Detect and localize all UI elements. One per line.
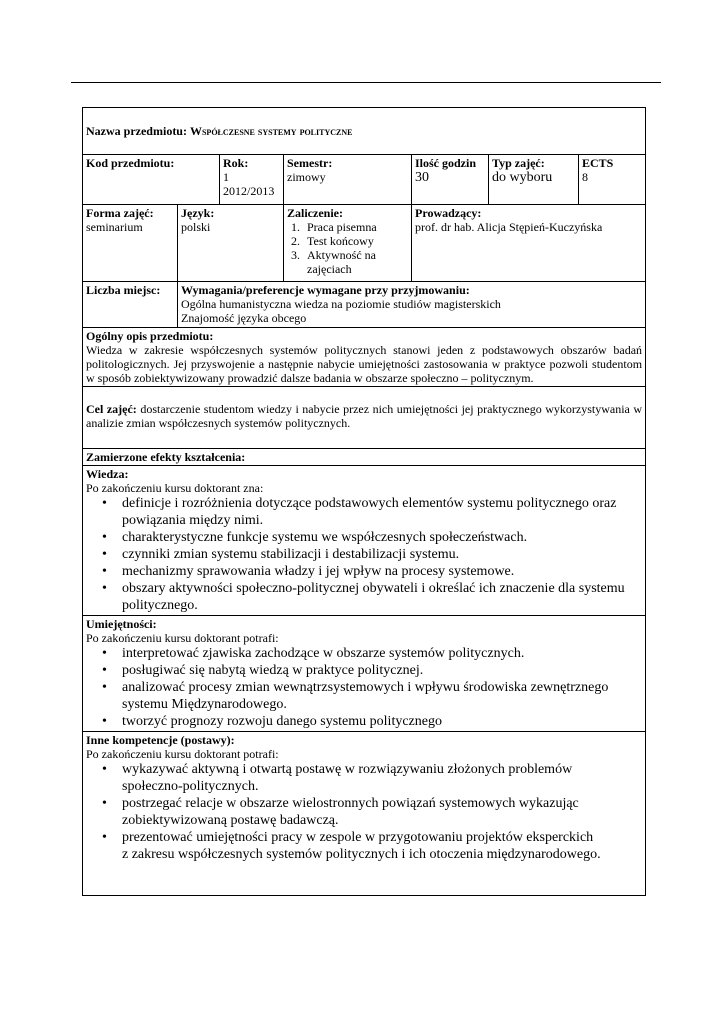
competences-cell [83,732,646,896]
description-cell [83,328,646,387]
hours-cell [412,155,489,205]
goal-paragraph [86,402,642,430]
goal-text: dostarczenie studentom wiedzy i nabycie przez nich umiejętności jej praktycznego wykorzystywania w analizie zmian współczesnych systemów politycznych. [86,402,643,430]
assessment-list [287,220,408,276]
hours-value: 30 [415,170,429,185]
skills-cell [83,616,646,732]
goal-cell [83,387,646,449]
requirements-line: Znajomość języka obcego [181,311,307,325]
ects-value: 8 [582,170,588,184]
language-cell [178,205,284,282]
list-item: • definicje i rozróżnienia dotyczące podstawowych elementów systemu politycznego oraz powiązania między nimi. [122,495,642,529]
list-item: • czynniki zmian systemu stabilizacji i destabilizacji systemu. [122,546,642,563]
language-value: polski [181,220,211,234]
requirements-cell [178,282,646,328]
course-code-label: Kod przedmiotu: [86,156,175,170]
list-item: • prezentować umiejętności pracy w zespole w przygotowaniu projektów eksperckich z zakresu współczesnych systemów politycznych i ich otoczenia międzynarodowego. [122,829,602,863]
places-cell [83,282,178,328]
assessment-item: 1. Praca pisemna [303,220,408,234]
list-item: • obszary aktywności społeczno-politycznej obywateli i określać ich znaczenie dla systemu politycznego. [122,580,642,614]
list-item: • charakterystyczne funkcje systemu we współczesnych społeczeństwach. [122,529,642,546]
semester-label: Semestr: [287,156,333,170]
class-form-cell [83,205,178,282]
class-type-label: Typ zajęć: [492,156,545,170]
list-item: • postrzegać relacje w obszarze wielostronnych powiązań systemowych wykazując zobiektywizowaną postawę badawczą. [122,795,602,829]
description-label: Ogólny opis przedmiotu: [86,329,214,343]
outcomes-label: Zamierzone efekty kształcenia: [86,450,246,464]
list-item: • wykazywać aktywną i otwartą postawę w rozwiązywaniu złożonych problemów społeczno-politycznych. [122,761,602,795]
hours-label: Ilość godzin [415,156,477,170]
requirements-label: Wymagania/preferencje wymagane przy przyjmowaniu: [181,283,470,297]
places-label: Liczba miejsc: [86,283,161,297]
class-form-label: Forma zajęć: [86,206,154,220]
assessment-item: 2. Test końcowy [303,234,408,248]
course-name-value: Współczesne systemy polityczne [189,124,353,138]
competences-label: Inne kompetencje (postawy): [86,733,235,747]
list-item: • interpretować zjawiska zachodzące w obszarze systemów politycznych. [122,645,642,662]
skills-intro: Po zakończeniu kursu doktorant potrafi: [86,631,279,645]
course-name-cell [83,108,646,155]
outcomes-cell [83,449,646,466]
class-type-value: do wyboru [492,170,553,185]
semester-cell [284,155,412,205]
goal-label: Cel zajęć: [86,402,137,416]
course-code-cell [83,155,220,205]
assessment-cell [284,205,412,282]
academic-year: 2012/2013 [223,184,275,198]
list-item: • posługiwać się nabytą wiedzą w praktyce politycznej. [122,662,642,679]
language-label: Język: [181,206,215,220]
year-cell [220,155,284,205]
knowledge-list [86,495,642,614]
competences-intro: Po zakończeniu kursu doktorant potrafi: [86,747,279,761]
requirements-line: Ogólna humanistyczna wiedza na poziomie studiów magisterskich [181,297,501,311]
skills-list [86,645,642,730]
description-text: Wiedza w zakresie współczesnych systemów politycznych stanowi jeden z podstawowych obszarów badań politologicznych. Jej przyswojenie a następnie nabycie umiejętności zastosowania w praktyce pozwoli studentom w sposób zobiektywizowany prowadzić dalsze badania w obszarze społeczno – politycznym. [86,343,643,385]
header-rule [71,82,661,83]
assessment-label: Zaliczenie: [287,206,343,220]
ects-label: ECTS [582,156,614,170]
list-item: • mechanizmy sprawowania władzy i jej wpływ na procesy systemowe. [122,563,642,580]
semester-value: zimowy [287,170,326,184]
knowledge-intro: Po zakończeniu kursu doktorant zna: [86,481,264,495]
class-form-value: seminarium [86,220,143,234]
ects-cell [579,155,646,205]
course-name-label: Nazwa przedmiotu: [86,124,187,138]
skills-label: Umiejętności: [86,617,157,631]
teacher-label: Prowadzący: [415,206,482,220]
assessment-item: 3. Aktywność na zajęciach [303,248,408,276]
course-sheet [82,107,645,896]
year-label: Rok: [223,156,249,170]
knowledge-cell [83,466,646,616]
year-value: 1 [223,170,229,184]
course-table [82,107,646,896]
knowledge-label: Wiedza: [86,467,129,481]
list-item: • analizować procesy zmian wewnątrzsystemowych i wpływu środowiska zewnętrznego systemu Międzynarodowego. [122,679,642,713]
teacher-cell [412,205,646,282]
competences-list [86,761,642,863]
teacher-value: prof. dr hab. Alicja Stępień-Kuczyńska [415,220,603,234]
list-item: • tworzyć prognozy rozwoju danego systemu politycznego [122,713,642,730]
class-type-cell [489,155,579,205]
